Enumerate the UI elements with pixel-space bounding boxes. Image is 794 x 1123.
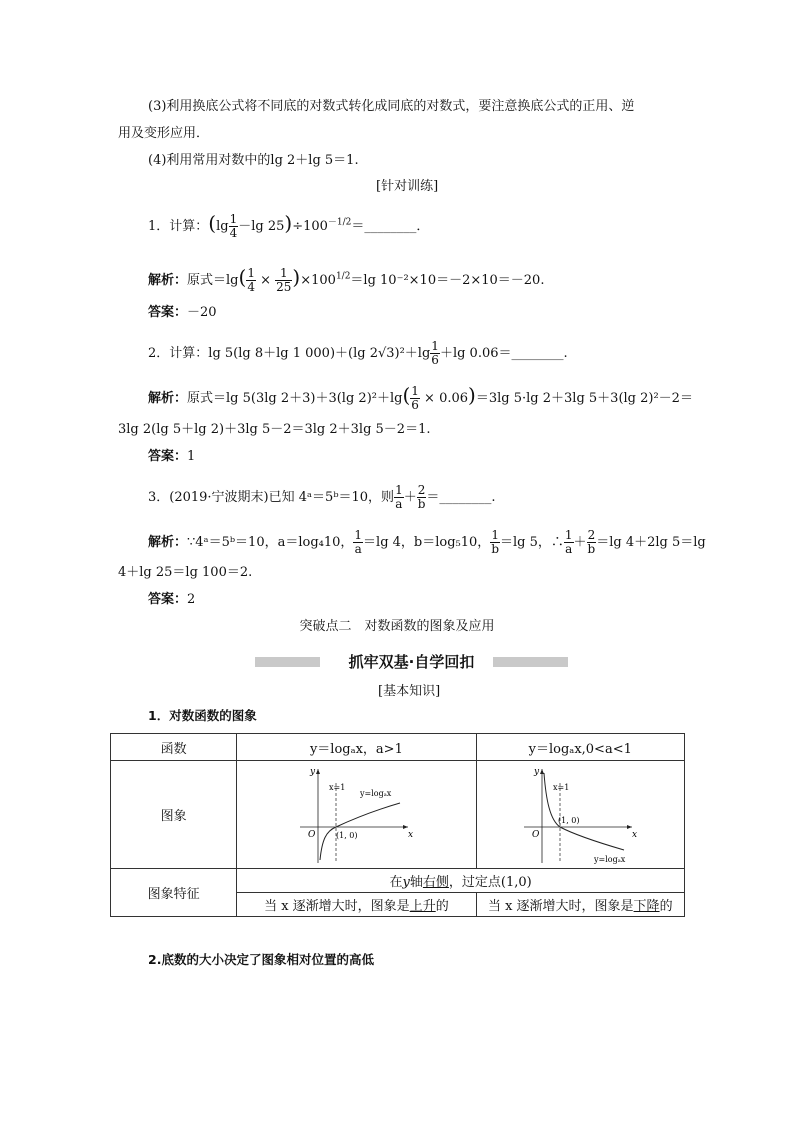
question-3: 3．(2019·宁波期末)已知 4ᵃ＝5ᵇ＝10，则 $\frac{1}{a}$ ＋ $\frac{2}{b}$ ＝________. <box>148 483 496 511</box>
q1-solution: 解析：原式＝lg( $\frac{1}{4}$ × $\frac{1}{25}$ )$\times 100^{1/2}=\lg$ 10⁻²×10＝－2×10＝－20. <box>148 265 545 294</box>
q3-sol-frac2: $\frac{1}{b}$ <box>491 528 499 556</box>
q1-sol-frac2: $\frac{1}{25}$ <box>276 266 292 294</box>
row-graph-label: 图象 <box>111 761 237 869</box>
q3-solution: 解析：∵4ᵃ＝5ᵇ＝10，a＝log₄10， $\frac{1}{a}$ ＝lg 4，b＝log₅10， $\frac{1}{b}$ ＝lg 5，∴ $\frac{1}{a}$ ＋ $\frac{2}{b}$ ＝lg 4＋2lg 5＝lg <box>148 528 706 556</box>
q1-exponent: －1/2 <box>327 217 352 228</box>
banner-text: 抓牢双基·自学回扣 <box>343 653 481 671</box>
section-title: 突破点二 对数函数的图象及应用 <box>299 619 495 634</box>
q1-sol-frac1: $\frac{1}{4}$ <box>247 266 255 294</box>
item-2: 2.底数的大小决定了图象相对位置的高低 <box>148 952 374 967</box>
q2-solution: 解析：原式＝lg 5(3lg 2＋3)＋3(lg 2)²＋lg( $\frac{1}{6}$ × 0.06)＝3lg 5·lg 2＋3lg 5＋3(lg 2)²－2＝ <box>148 383 693 412</box>
row-feature-label: 图象特征 <box>111 869 237 917</box>
q3-frac2: $\frac{2}{b}$ <box>417 483 426 511</box>
q3-sol-frac3: $\frac{1}{a}$ <box>564 528 573 556</box>
basic-heading: [基本知识] <box>378 684 441 699</box>
g2-point: (1, 0) <box>558 815 580 825</box>
q1-expr-a: lg <box>216 219 229 234</box>
g1-x1-label: x=1 <box>329 782 346 792</box>
g2-x-label: x <box>632 829 638 840</box>
graph-cell-1 <box>237 761 476 869</box>
g1-x-label: x <box>408 829 414 840</box>
q1-fraction: $\frac{1}{4}$ <box>229 212 238 240</box>
graph-decreasing <box>520 765 640 865</box>
g2-x1-label: x=1 <box>553 782 570 792</box>
feature-common: 在y轴右侧，过定点(1,0) <box>237 869 685 893</box>
rule-3-line2: 用及变形应用． <box>118 126 210 141</box>
g2-y-label: y <box>534 766 540 777</box>
g1-curve-label: y=logₐx <box>360 788 392 798</box>
feature-decreasing: 当 x 逐渐增大时，图象是下降的 <box>476 893 684 917</box>
q1-solution-label: 解析： <box>148 273 188 288</box>
feature-increasing: 当 x 逐渐增大时，图象是上升的 <box>237 893 476 917</box>
q1-tail: ＝________． <box>351 219 430 234</box>
q2-solution-line2: 3lg 2(lg 5＋lg 2)＋3lg 5－2＝3lg 2＋3lg 5－2＝1. <box>118 422 431 437</box>
q2-fraction: $\frac{1}{6}$ <box>431 339 439 367</box>
q3-solution-line2: 4＋lg 25＝lg 100＝2. <box>118 565 253 580</box>
g1-origin: O <box>308 829 316 840</box>
q2-sol-frac: $\frac{1}{6}$ <box>411 384 419 412</box>
header-col2: y＝logₐx,0<a<1 <box>476 734 684 761</box>
q1-expr-b: －lg 25 <box>238 219 285 234</box>
q3-sol-frac1: $\frac{1}{a}$ <box>354 528 363 556</box>
banner <box>255 653 568 671</box>
question-2: 2．计算：lg 5(lg 8＋lg 1 000)＋(lg 2√3)²＋lg $\frac{1}{6}$ ＋lg 0.06＝________. <box>148 339 568 367</box>
g2-origin: O <box>532 829 540 840</box>
practice-heading: [针对训练] <box>376 179 439 194</box>
g1-y-label: y <box>310 766 316 777</box>
graph-increasing <box>296 765 416 865</box>
log-function-table <box>110 733 685 917</box>
q2-answer: 答案：1 <box>148 449 196 464</box>
q1-answer: 答案：－20 <box>148 305 217 320</box>
q1-label: 1．计算： <box>148 219 209 234</box>
q3-frac1: $\frac{1}{a}$ <box>395 483 403 511</box>
q3-answer: 答案：2 <box>148 592 196 607</box>
g2-curve-label: y=logₐx <box>594 854 626 864</box>
q1-expr-c: ÷100 <box>292 219 328 234</box>
rule-4: (4)利用常用对数中的lg 2＋lg 5＝1. <box>148 153 359 168</box>
rule-3-line1: (3)利用换底公式将不同底的对数式转化成同底的对数式，要注意换底公式的正用、逆 <box>148 99 635 114</box>
header-function: 函数 <box>111 734 237 761</box>
graph-cell-2 <box>476 761 684 869</box>
question-1: 1．计算：(lg $\frac{1}{4}$ －lg $25)\div 100^{-1/2}=\_\_\_\_\_\_\_\_$． <box>148 211 430 240</box>
header-col1: y＝logₐx，a>1 <box>237 734 476 761</box>
item-1: 1．对数函数的图象 <box>148 708 257 723</box>
q3-sol-frac4: $\frac{2}{b}$ <box>587 528 596 556</box>
g1-point: (1, 0) <box>336 830 358 840</box>
